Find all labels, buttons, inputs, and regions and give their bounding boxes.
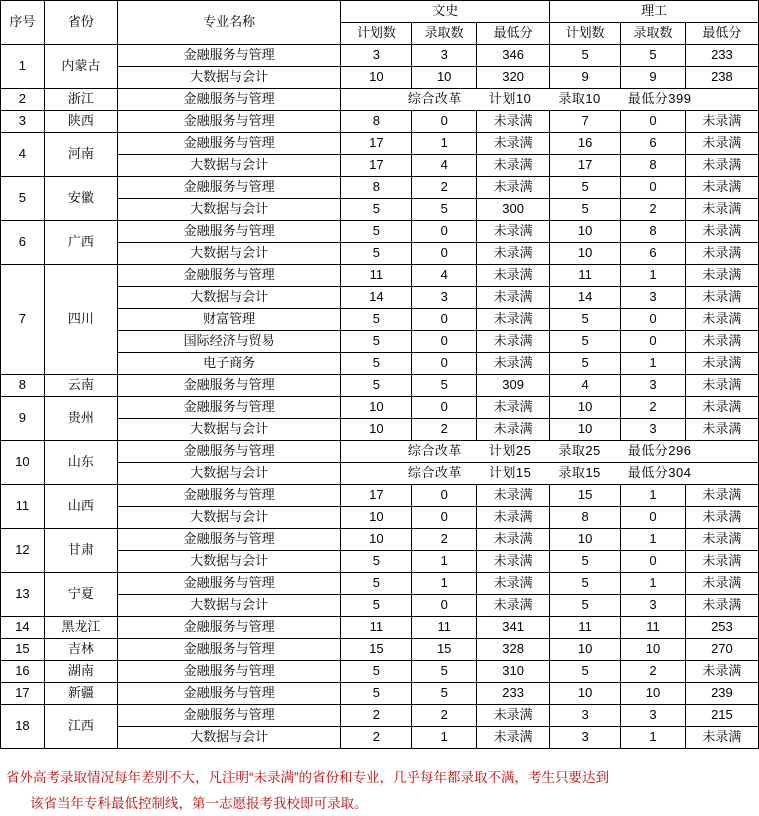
province-cell: 江西: [44, 705, 117, 749]
wenshi-plan-cell: 5: [341, 375, 412, 397]
wenshi-plan-cell: 5: [341, 551, 412, 573]
wenshi-admitted-cell: 5: [412, 375, 477, 397]
major-cell: 金融服务与管理: [117, 573, 340, 595]
major-cell: 大数据与会计: [117, 67, 340, 89]
wenshi-minscore-cell: 309: [477, 375, 550, 397]
wenshi-minscore-cell: 未录满: [477, 177, 550, 199]
row-index-cell: 15: [1, 639, 45, 661]
ligong-minscore-cell: 未录满: [685, 309, 758, 331]
row-index-cell: 7: [1, 265, 45, 375]
ligong-plan-cell: 5: [550, 573, 621, 595]
table-row: [1, 111, 759, 133]
ligong-minscore-cell: 未录满: [685, 551, 758, 573]
wenshi-plan-cell: 5: [341, 683, 412, 705]
ligong-admitted-cell: 1: [621, 485, 686, 507]
table-row: [1, 375, 759, 397]
ligong-minscore-cell: 未录满: [685, 485, 758, 507]
wenshi-minscore-cell: 未录满: [477, 529, 550, 551]
ligong-minscore-cell: 未录满: [685, 133, 758, 155]
table-row: [1, 661, 759, 683]
ligong-plan-cell: 16: [550, 133, 621, 155]
wenshi-minscore-cell: 300: [477, 199, 550, 221]
wenshi-plan-cell: 5: [341, 243, 412, 265]
table-row: [1, 221, 759, 243]
wenshi-minscore-cell: 320: [477, 67, 550, 89]
major-cell: 大数据与会计: [117, 727, 340, 749]
table-row: [1, 89, 759, 111]
wenshi-minscore-cell: 未录满: [477, 727, 550, 749]
ligong-admitted-cell: 3: [621, 375, 686, 397]
ligong-plan-cell: 5: [550, 595, 621, 617]
wenshi-minscore-cell: 未录满: [477, 573, 550, 595]
table-row: [1, 529, 759, 551]
ligong-minscore-cell: 233: [685, 45, 758, 67]
wenshi-plan-cell: 8: [341, 177, 412, 199]
ligong-admitted-cell: 8: [621, 221, 686, 243]
wenshi-admitted-cell: 0: [412, 111, 477, 133]
comprehensive-reform-summary-cell: 综合改革 计划25 录取25 最低分296: [341, 441, 759, 463]
row-index-cell: 9: [1, 397, 45, 441]
ligong-plan-cell: 10: [550, 221, 621, 243]
ligong-admitted-cell: 1: [621, 529, 686, 551]
table-row: [1, 705, 759, 727]
ligong-admitted-cell: 1: [621, 353, 686, 375]
major-cell: 金融服务与管理: [117, 485, 340, 507]
ligong-admitted-cell: 2: [621, 397, 686, 419]
wenshi-admitted-cell: 1: [412, 573, 477, 595]
wenshi-minscore-cell: 未录满: [477, 155, 550, 177]
major-cell: 大数据与会计: [117, 287, 340, 309]
province-cell: 浙江: [44, 89, 117, 111]
ligong-admitted-cell: 10: [621, 683, 686, 705]
wenshi-admitted-cell: 15: [412, 639, 477, 661]
wenshi-admitted-cell: 2: [412, 529, 477, 551]
major-cell: 国际经济与贸易: [117, 331, 340, 353]
wenshi-plan-cell: 3: [341, 45, 412, 67]
ligong-admitted-cell: 0: [621, 309, 686, 331]
major-cell: 大数据与会计: [117, 199, 340, 221]
row-index-cell: 1: [1, 45, 45, 89]
ligong-minscore-cell: 未录满: [685, 419, 758, 441]
major-cell: 金融服务与管理: [117, 683, 340, 705]
province-cell: 吉林: [44, 639, 117, 661]
wenshi-minscore-cell: 346: [477, 45, 550, 67]
ligong-plan-cell: 3: [550, 705, 621, 727]
major-cell: 金融服务与管理: [117, 397, 340, 419]
wenshi-plan-cell: 15: [341, 639, 412, 661]
ligong-admitted-cell: 5: [621, 45, 686, 67]
wenshi-minscore-cell: 未录满: [477, 111, 550, 133]
wenshi-admitted-cell: 2: [412, 705, 477, 727]
footer-note: [0, 759, 759, 816]
table-row: [1, 617, 759, 639]
ligong-admitted-cell: 0: [621, 177, 686, 199]
major-cell: 金融服务与管理: [117, 265, 340, 287]
row-index-cell: 13: [1, 573, 45, 617]
ligong-admitted-cell: 1: [621, 573, 686, 595]
ligong-plan-cell: 4: [550, 375, 621, 397]
ligong-plan-cell: 9: [550, 67, 621, 89]
major-cell: 财富管理: [117, 309, 340, 331]
ligong-plan-cell: 10: [550, 243, 621, 265]
province-cell: 河南: [44, 133, 117, 177]
row-index-cell: 12: [1, 529, 45, 573]
ligong-plan-cell: 10: [550, 397, 621, 419]
ligong-minscore-cell: 未录满: [685, 573, 758, 595]
province-cell: 黑龙江: [44, 617, 117, 639]
major-cell: 金融服务与管理: [117, 661, 340, 683]
table-row: [1, 133, 759, 155]
major-cell: 金融服务与管理: [117, 133, 340, 155]
wenshi-plan-cell: 10: [341, 529, 412, 551]
ligong-plan-cell: 5: [550, 331, 621, 353]
table-row: [1, 639, 759, 661]
ligong-plan-cell: 15: [550, 485, 621, 507]
ligong-admitted-cell: 9: [621, 67, 686, 89]
wenshi-plan-cell: 10: [341, 397, 412, 419]
wenshi-minscore-cell: 未录满: [477, 397, 550, 419]
row-index-cell: 16: [1, 661, 45, 683]
wenshi-plan-cell: 5: [341, 353, 412, 375]
ligong-admitted-cell: 2: [621, 661, 686, 683]
ligong-admitted-cell: 3: [621, 287, 686, 309]
table-row: [1, 397, 759, 419]
province-cell: 内蒙古: [44, 45, 117, 89]
ligong-minscore-cell: 未录满: [685, 375, 758, 397]
wenshi-minscore-cell: 未录满: [477, 419, 550, 441]
wenshi-plan-cell: 14: [341, 287, 412, 309]
table-body: [1, 1, 759, 749]
wenshi-minscore-cell: 未录满: [477, 133, 550, 155]
ligong-plan-cell: 5: [550, 353, 621, 375]
wenshi-minscore-cell: 未录满: [477, 309, 550, 331]
row-index-cell: 10: [1, 441, 45, 485]
province-cell: 贵州: [44, 397, 117, 441]
row-index-cell: 11: [1, 485, 45, 529]
ligong-admitted-cell: 3: [621, 419, 686, 441]
ligong-admitted-cell: 10: [621, 639, 686, 661]
ligong-admitted-cell: 8: [621, 155, 686, 177]
ligong-minscore-cell: 238: [685, 67, 758, 89]
ligong-plan-cell: 14: [550, 287, 621, 309]
province-cell: 安徽: [44, 177, 117, 221]
wenshi-admitted-cell: 0: [412, 485, 477, 507]
major-cell: 金融服务与管理: [117, 45, 340, 67]
wenshi-admitted-cell: 0: [412, 243, 477, 265]
wenshi-minscore-cell: 未录满: [477, 595, 550, 617]
wenshi-plan-cell: 8: [341, 111, 412, 133]
comprehensive-reform-summary-cell: 综合改革 计划15 录取15 最低分304: [341, 463, 759, 485]
ligong-minscore-cell: 239: [685, 683, 758, 705]
wenshi-minscore-cell: 未录满: [477, 331, 550, 353]
major-cell: 大数据与会计: [117, 551, 340, 573]
wenshi-plan-cell: 5: [341, 221, 412, 243]
row-index-cell: 6: [1, 221, 45, 265]
ligong-plan-cell: 11: [550, 617, 621, 639]
wenshi-admitted-cell: 0: [412, 331, 477, 353]
table-row: [1, 441, 759, 463]
ligong-admitted-cell: 1: [621, 727, 686, 749]
ligong-admitted-cell: 0: [621, 331, 686, 353]
header-ligong-admitted: 录取数: [621, 23, 686, 45]
footer-note-line1: 省外高考录取情况每年差别不大，凡注明“未录满”的省份和专业，几乎每年都录取不满，考生只要达到: [6, 770, 609, 785]
province-cell: 四川: [44, 265, 117, 375]
wenshi-minscore-cell: 未录满: [477, 221, 550, 243]
wenshi-admitted-cell: 1: [412, 551, 477, 573]
table-row: [1, 683, 759, 705]
footer-note-line2: 该省当年专科最低控制线，第一志愿报考我校即可录取。: [30, 795, 368, 811]
wenshi-plan-cell: 10: [341, 507, 412, 529]
ligong-minscore-cell: 未录满: [685, 595, 758, 617]
wenshi-minscore-cell: 310: [477, 661, 550, 683]
wenshi-admitted-cell: 2: [412, 177, 477, 199]
major-cell: 大数据与会计: [117, 419, 340, 441]
wenshi-admitted-cell: 10: [412, 67, 477, 89]
major-cell: 大数据与会计: [117, 595, 340, 617]
province-cell: 山东: [44, 441, 117, 485]
header-group-wenshi: 文史: [341, 1, 550, 23]
wenshi-plan-cell: 17: [341, 485, 412, 507]
header-ligong-minscore: 最低分: [685, 23, 758, 45]
row-index-cell: 17: [1, 683, 45, 705]
table-header-row-top: [1, 1, 759, 23]
ligong-plan-cell: 5: [550, 177, 621, 199]
ligong-plan-cell: 10: [550, 683, 621, 705]
major-cell: 金融服务与管理: [117, 441, 340, 463]
province-cell: 宁夏: [44, 573, 117, 617]
ligong-admitted-cell: 3: [621, 595, 686, 617]
header-no: 序号: [1, 1, 45, 45]
ligong-plan-cell: 5: [550, 551, 621, 573]
ligong-plan-cell: 10: [550, 529, 621, 551]
ligong-plan-cell: 3: [550, 727, 621, 749]
ligong-admitted-cell: 3: [621, 705, 686, 727]
wenshi-minscore-cell: 未录满: [477, 705, 550, 727]
ligong-plan-cell: 10: [550, 419, 621, 441]
wenshi-plan-cell: 2: [341, 727, 412, 749]
province-cell: 甘肃: [44, 529, 117, 573]
ligong-minscore-cell: 未录满: [685, 111, 758, 133]
ligong-minscore-cell: 未录满: [685, 265, 758, 287]
wenshi-admitted-cell: 11: [412, 617, 477, 639]
ligong-plan-cell: 5: [550, 661, 621, 683]
comprehensive-reform-summary-cell: 综合改革 计划10 录取10 最低分399: [341, 89, 759, 111]
wenshi-admitted-cell: 0: [412, 309, 477, 331]
wenshi-plan-cell: 5: [341, 331, 412, 353]
wenshi-admitted-cell: 3: [412, 287, 477, 309]
ligong-admitted-cell: 11: [621, 617, 686, 639]
province-cell: 云南: [44, 375, 117, 397]
wenshi-admitted-cell: 2: [412, 419, 477, 441]
wenshi-admitted-cell: 1: [412, 133, 477, 155]
major-cell: 大数据与会计: [117, 243, 340, 265]
wenshi-minscore-cell: 未录满: [477, 485, 550, 507]
header-wenshi-plan: 计划数: [341, 23, 412, 45]
ligong-plan-cell: 8: [550, 507, 621, 529]
ligong-plan-cell: 10: [550, 639, 621, 661]
ligong-minscore-cell: 未录满: [685, 221, 758, 243]
row-index-cell: 8: [1, 375, 45, 397]
table-row: [1, 45, 759, 67]
wenshi-plan-cell: 17: [341, 133, 412, 155]
province-cell: 陕西: [44, 111, 117, 133]
ligong-admitted-cell: 1: [621, 265, 686, 287]
ligong-minscore-cell: 未录满: [685, 661, 758, 683]
province-cell: 湖南: [44, 661, 117, 683]
ligong-admitted-cell: 6: [621, 133, 686, 155]
row-index-cell: 5: [1, 177, 45, 221]
ligong-plan-cell: 5: [550, 199, 621, 221]
wenshi-admitted-cell: 0: [412, 507, 477, 529]
ligong-minscore-cell: 未录满: [685, 507, 758, 529]
wenshi-admitted-cell: 0: [412, 397, 477, 419]
ligong-minscore-cell: 未录满: [685, 287, 758, 309]
header-group-ligong: 理工: [550, 1, 759, 23]
wenshi-admitted-cell: 0: [412, 595, 477, 617]
wenshi-plan-cell: 11: [341, 617, 412, 639]
row-index-cell: 14: [1, 617, 45, 639]
wenshi-minscore-cell: 未录满: [477, 265, 550, 287]
wenshi-minscore-cell: 未录满: [477, 507, 550, 529]
row-index-cell: 3: [1, 111, 45, 133]
row-index-cell: 2: [1, 89, 45, 111]
header-wenshi-admitted: 录取数: [412, 23, 477, 45]
table-row: [1, 177, 759, 199]
wenshi-minscore-cell: 未录满: [477, 243, 550, 265]
ligong-minscore-cell: 未录满: [685, 331, 758, 353]
wenshi-admitted-cell: 0: [412, 221, 477, 243]
wenshi-minscore-cell: 341: [477, 617, 550, 639]
major-cell: 金融服务与管理: [117, 617, 340, 639]
wenshi-minscore-cell: 未录满: [477, 353, 550, 375]
wenshi-minscore-cell: 未录满: [477, 287, 550, 309]
wenshi-admitted-cell: 4: [412, 155, 477, 177]
major-cell: 金融服务与管理: [117, 705, 340, 727]
major-cell: 大数据与会计: [117, 463, 340, 485]
header-wenshi-minscore: 最低分: [477, 23, 550, 45]
wenshi-admitted-cell: 5: [412, 199, 477, 221]
wenshi-plan-cell: 5: [341, 573, 412, 595]
ligong-minscore-cell: 未录满: [685, 155, 758, 177]
wenshi-plan-cell: 5: [341, 661, 412, 683]
wenshi-admitted-cell: 1: [412, 727, 477, 749]
wenshi-admitted-cell: 0: [412, 353, 477, 375]
wenshi-admitted-cell: 4: [412, 265, 477, 287]
wenshi-plan-cell: 11: [341, 265, 412, 287]
wenshi-admitted-cell: 5: [412, 661, 477, 683]
wenshi-plan-cell: 10: [341, 67, 412, 89]
ligong-plan-cell: 11: [550, 265, 621, 287]
wenshi-plan-cell: 10: [341, 419, 412, 441]
ligong-minscore-cell: 未录满: [685, 199, 758, 221]
major-cell: 大数据与会计: [117, 155, 340, 177]
ligong-minscore-cell: 215: [685, 705, 758, 727]
ligong-admitted-cell: 0: [621, 507, 686, 529]
ligong-plan-cell: 5: [550, 45, 621, 67]
wenshi-minscore-cell: 233: [477, 683, 550, 705]
ligong-minscore-cell: 未录满: [685, 529, 758, 551]
province-cell: 广西: [44, 221, 117, 265]
ligong-admitted-cell: 0: [621, 551, 686, 573]
major-cell: 金融服务与管理: [117, 111, 340, 133]
major-cell: 金融服务与管理: [117, 221, 340, 243]
table-row: [1, 485, 759, 507]
ligong-plan-cell: 17: [550, 155, 621, 177]
wenshi-admitted-cell: 5: [412, 683, 477, 705]
major-cell: 金融服务与管理: [117, 639, 340, 661]
major-cell: 金融服务与管理: [117, 529, 340, 551]
wenshi-plan-cell: 17: [341, 155, 412, 177]
ligong-minscore-cell: 未录满: [685, 353, 758, 375]
wenshi-minscore-cell: 未录满: [477, 551, 550, 573]
ligong-minscore-cell: 未录满: [685, 727, 758, 749]
major-cell: 大数据与会计: [117, 507, 340, 529]
major-cell: 金融服务与管理: [117, 177, 340, 199]
wenshi-admitted-cell: 3: [412, 45, 477, 67]
major-cell: 金融服务与管理: [117, 375, 340, 397]
ligong-minscore-cell: 253: [685, 617, 758, 639]
table-row: [1, 573, 759, 595]
ligong-admitted-cell: 2: [621, 199, 686, 221]
ligong-admitted-cell: 6: [621, 243, 686, 265]
ligong-minscore-cell: 270: [685, 639, 758, 661]
ligong-admitted-cell: 0: [621, 111, 686, 133]
ligong-plan-cell: 5: [550, 309, 621, 331]
header-province: 省份: [44, 1, 117, 45]
wenshi-plan-cell: 5: [341, 199, 412, 221]
header-ligong-plan: 计划数: [550, 23, 621, 45]
ligong-minscore-cell: 未录满: [685, 177, 758, 199]
ligong-plan-cell: 7: [550, 111, 621, 133]
wenshi-minscore-cell: 328: [477, 639, 550, 661]
wenshi-plan-cell: 5: [341, 595, 412, 617]
province-cell: 山西: [44, 485, 117, 529]
header-major: 专业名称: [117, 1, 340, 45]
ligong-minscore-cell: 未录满: [685, 243, 758, 265]
wenshi-plan-cell: 2: [341, 705, 412, 727]
major-cell: 电子商务: [117, 353, 340, 375]
row-index-cell: 4: [1, 133, 45, 177]
wenshi-plan-cell: 5: [341, 309, 412, 331]
major-cell: 金融服务与管理: [117, 89, 340, 111]
province-cell: 新疆: [44, 683, 117, 705]
row-index-cell: 18: [1, 705, 45, 749]
ligong-minscore-cell: 未录满: [685, 397, 758, 419]
table-row: [1, 265, 759, 287]
